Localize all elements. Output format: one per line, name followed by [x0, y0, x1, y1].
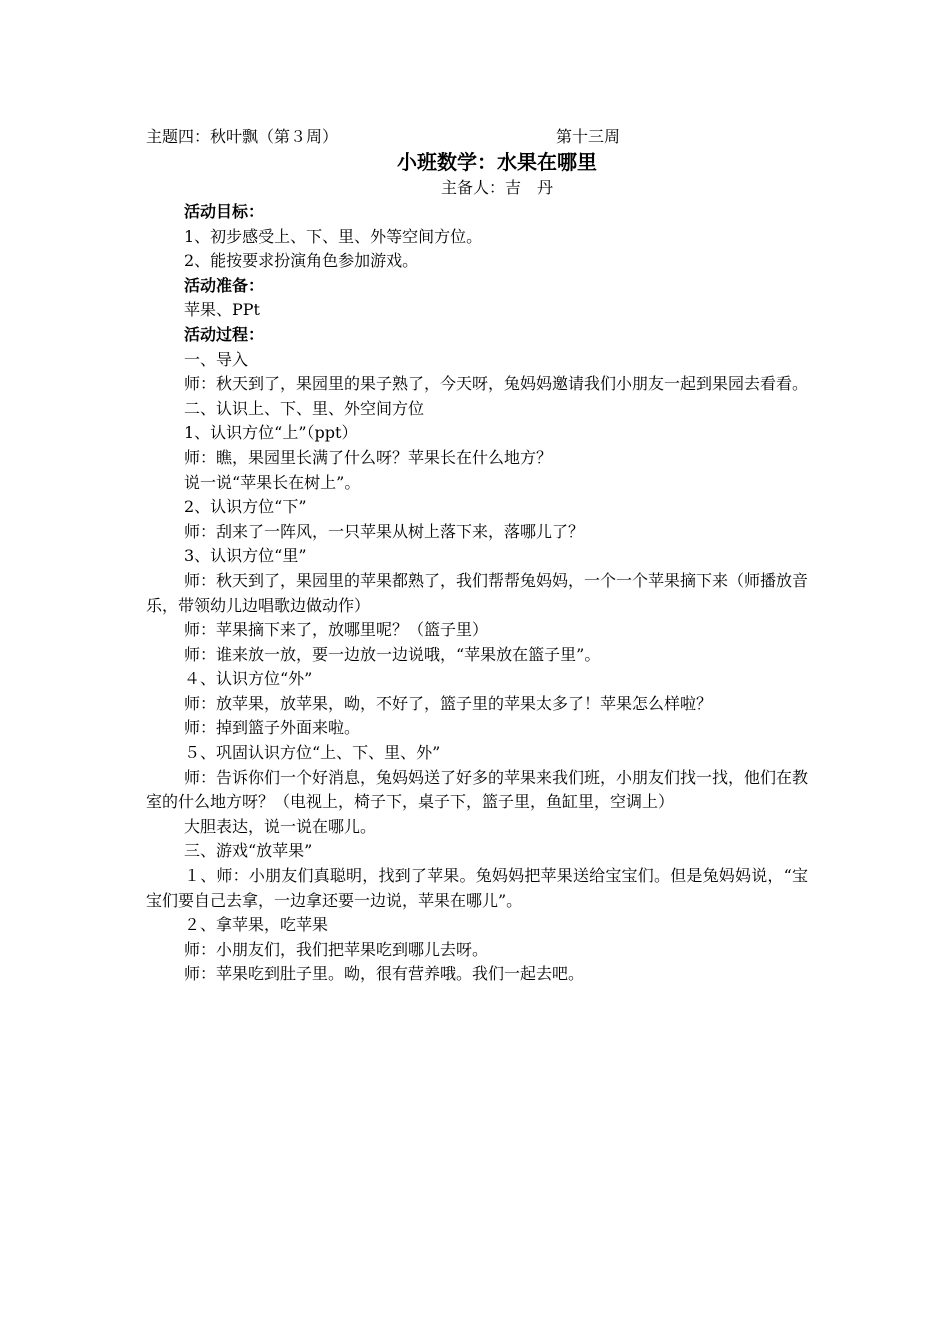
- week-label: 第十三周: [556, 127, 621, 146]
- section-heading: 活动目标：: [184, 202, 265, 221]
- body-line: ４、认识方位“外”: [184, 669, 313, 689]
- body-line: １、师：小朋友们真聪明，找到了苹果。兔妈妈把苹果送给宝宝们。但是兔妈妈说，“宝宝们要自己去拿，一边拿还要一边说，苹果在哪儿”。: [146, 866, 808, 910]
- body-line: 3、认识方位“里”: [184, 546, 307, 566]
- header-row: [146, 124, 808, 149]
- body-line: ５、巩固认识方位“上、下、里、外”: [184, 743, 441, 763]
- body-line: 说一说“苹果长在树上”。: [184, 472, 361, 492]
- body-line: 2、能按要求扮演角色参加游戏。: [184, 251, 419, 271]
- body-line: 师：告诉你们一个好消息，兔妈妈送了好多的苹果来我们班，小朋友们找一找，他们在教室的什么地方呀？（电视上，椅子下，桌子下，篮子里，鱼缸里，空调上）: [146, 767, 809, 812]
- document-body: [146, 200, 808, 987]
- theme-label: 主题四：秋叶飘（第３周）: [146, 127, 339, 146]
- body-line: 师：刮来了一阵风，一只苹果从树上落下来，落哪儿了？: [184, 521, 585, 541]
- body-line: 大胆表达，说一说在哪儿。: [184, 816, 377, 836]
- body-line: 师：小朋友们，我们把苹果吃到哪儿去呀。: [184, 939, 489, 959]
- document-content: [146, 124, 808, 987]
- body-line: 师：苹果吃到肚子里。呦，很有营养哦。我们一起去吧。: [184, 964, 585, 984]
- body-line: 师：放苹果，放苹果，呦，不好了，篮子里的苹果太多了！苹果怎么样啦？: [184, 693, 713, 713]
- author-line: 主备人：吉 丹: [440, 178, 553, 197]
- document-title: 小班数学：水果在哪里: [397, 150, 597, 174]
- body-line: 1、初步感受上、下、里、外等空间方位。: [184, 226, 483, 246]
- body-line: 师：掉到篮子外面来啦。: [184, 718, 361, 738]
- body-line: 三、游戏“放苹果”: [184, 841, 313, 861]
- body-line: 2、认识方位“下”: [184, 497, 307, 517]
- body-line: 师：秋天到了，果园里的苹果都熟了，我们帮帮兔妈妈，一个一个苹果摘下来（师播放音乐，带领幼儿边唱歌边做动作）: [146, 570, 809, 615]
- body-line: 二、认识上、下、里、外空间方位: [184, 398, 425, 418]
- body-line: 苹果、PPt: [184, 300, 260, 320]
- body-line: 师：秋天到了，果园里的果子熟了，今天呀，兔妈妈邀请我们小朋友一起到果园去看看。: [184, 374, 809, 394]
- body-line: ２、拿苹果，吃苹果: [184, 915, 329, 935]
- body-line: 一、导入: [184, 349, 249, 369]
- body-line: 师：瞧，果园里长满了什么呀？苹果长在什么地方？: [184, 447, 553, 467]
- section-heading: 活动准备：: [184, 275, 265, 295]
- section-heading: 活动过程：: [184, 324, 265, 344]
- body-line: 师：谁来放一放，要一边放一边说哦，“苹果放在篮子里”。: [184, 644, 601, 664]
- body-line: 1、认识方位“上”（ppt）: [184, 423, 358, 443]
- body-line: 师：苹果摘下来了，放哪里呢？（篮子里）: [184, 620, 489, 640]
